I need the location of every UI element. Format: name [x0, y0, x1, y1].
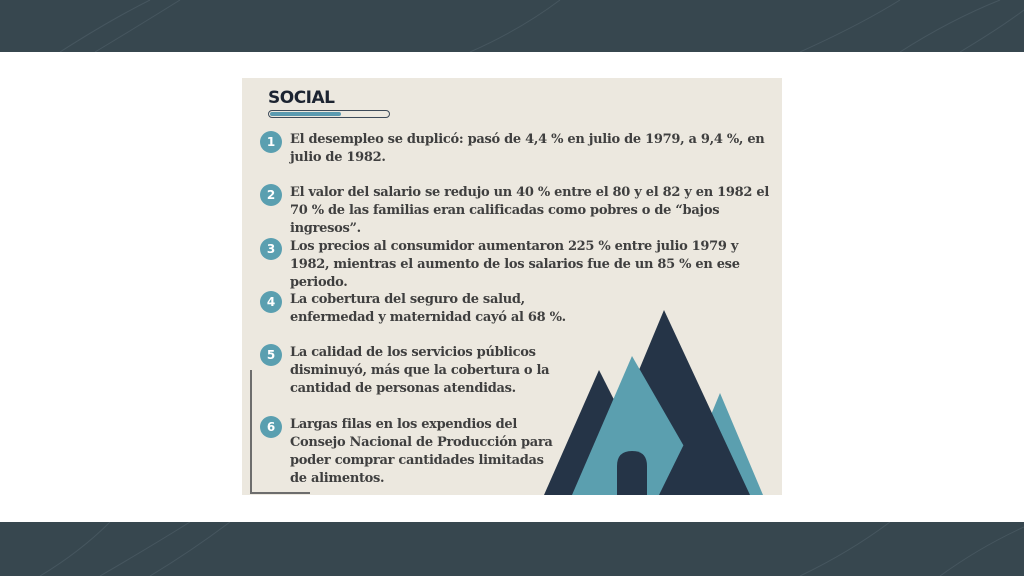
item-number-badge: 2 — [260, 184, 282, 206]
bottom-band-decoration — [0, 522, 1024, 576]
item-text: Los precios al consumidor aumentaron 225 % entre julio 1979 y 1982, mientras el aumento de los salarios fue de un 85 % en ese periodo. — [290, 239, 740, 290]
item-text: La calidad de los servicios públicos disminuyó, más que la cobertura o la cantidad de personas atendidas. — [290, 345, 550, 396]
item-number-badge: 6 — [260, 416, 282, 438]
item-text: La cobertura del seguro de salud, enfermedad y maternidad cayó al 68 %. — [290, 292, 566, 325]
item-text: El valor del salario se redujo un 40 % entre el 80 y el 82 y en 1982 el 70 % de las familias eran calificadas como pobres o de “bajos ingresos”. — [290, 185, 769, 236]
item-number-badge: 3 — [260, 238, 282, 260]
item-text: El desempleo se duplicó: pasó de 4,4 % en julio de 1979, a 9,4 %, en julio de 1982. — [290, 132, 765, 165]
item-number-badge: 1 — [260, 131, 282, 153]
item-number-badge: 4 — [260, 291, 282, 313]
item-number-badge: 5 — [260, 344, 282, 366]
item-text: Largas filas en los expendios del Consejo Nacional de Producción para poder comprar cantidades limitadas de alimentos. — [290, 417, 553, 486]
section-heading: SOCIAL — [268, 88, 335, 108]
bottom-band — [0, 522, 1024, 576]
infographic-card — [242, 78, 782, 495]
top-band — [0, 0, 1024, 52]
top-band-decoration — [0, 0, 1024, 52]
